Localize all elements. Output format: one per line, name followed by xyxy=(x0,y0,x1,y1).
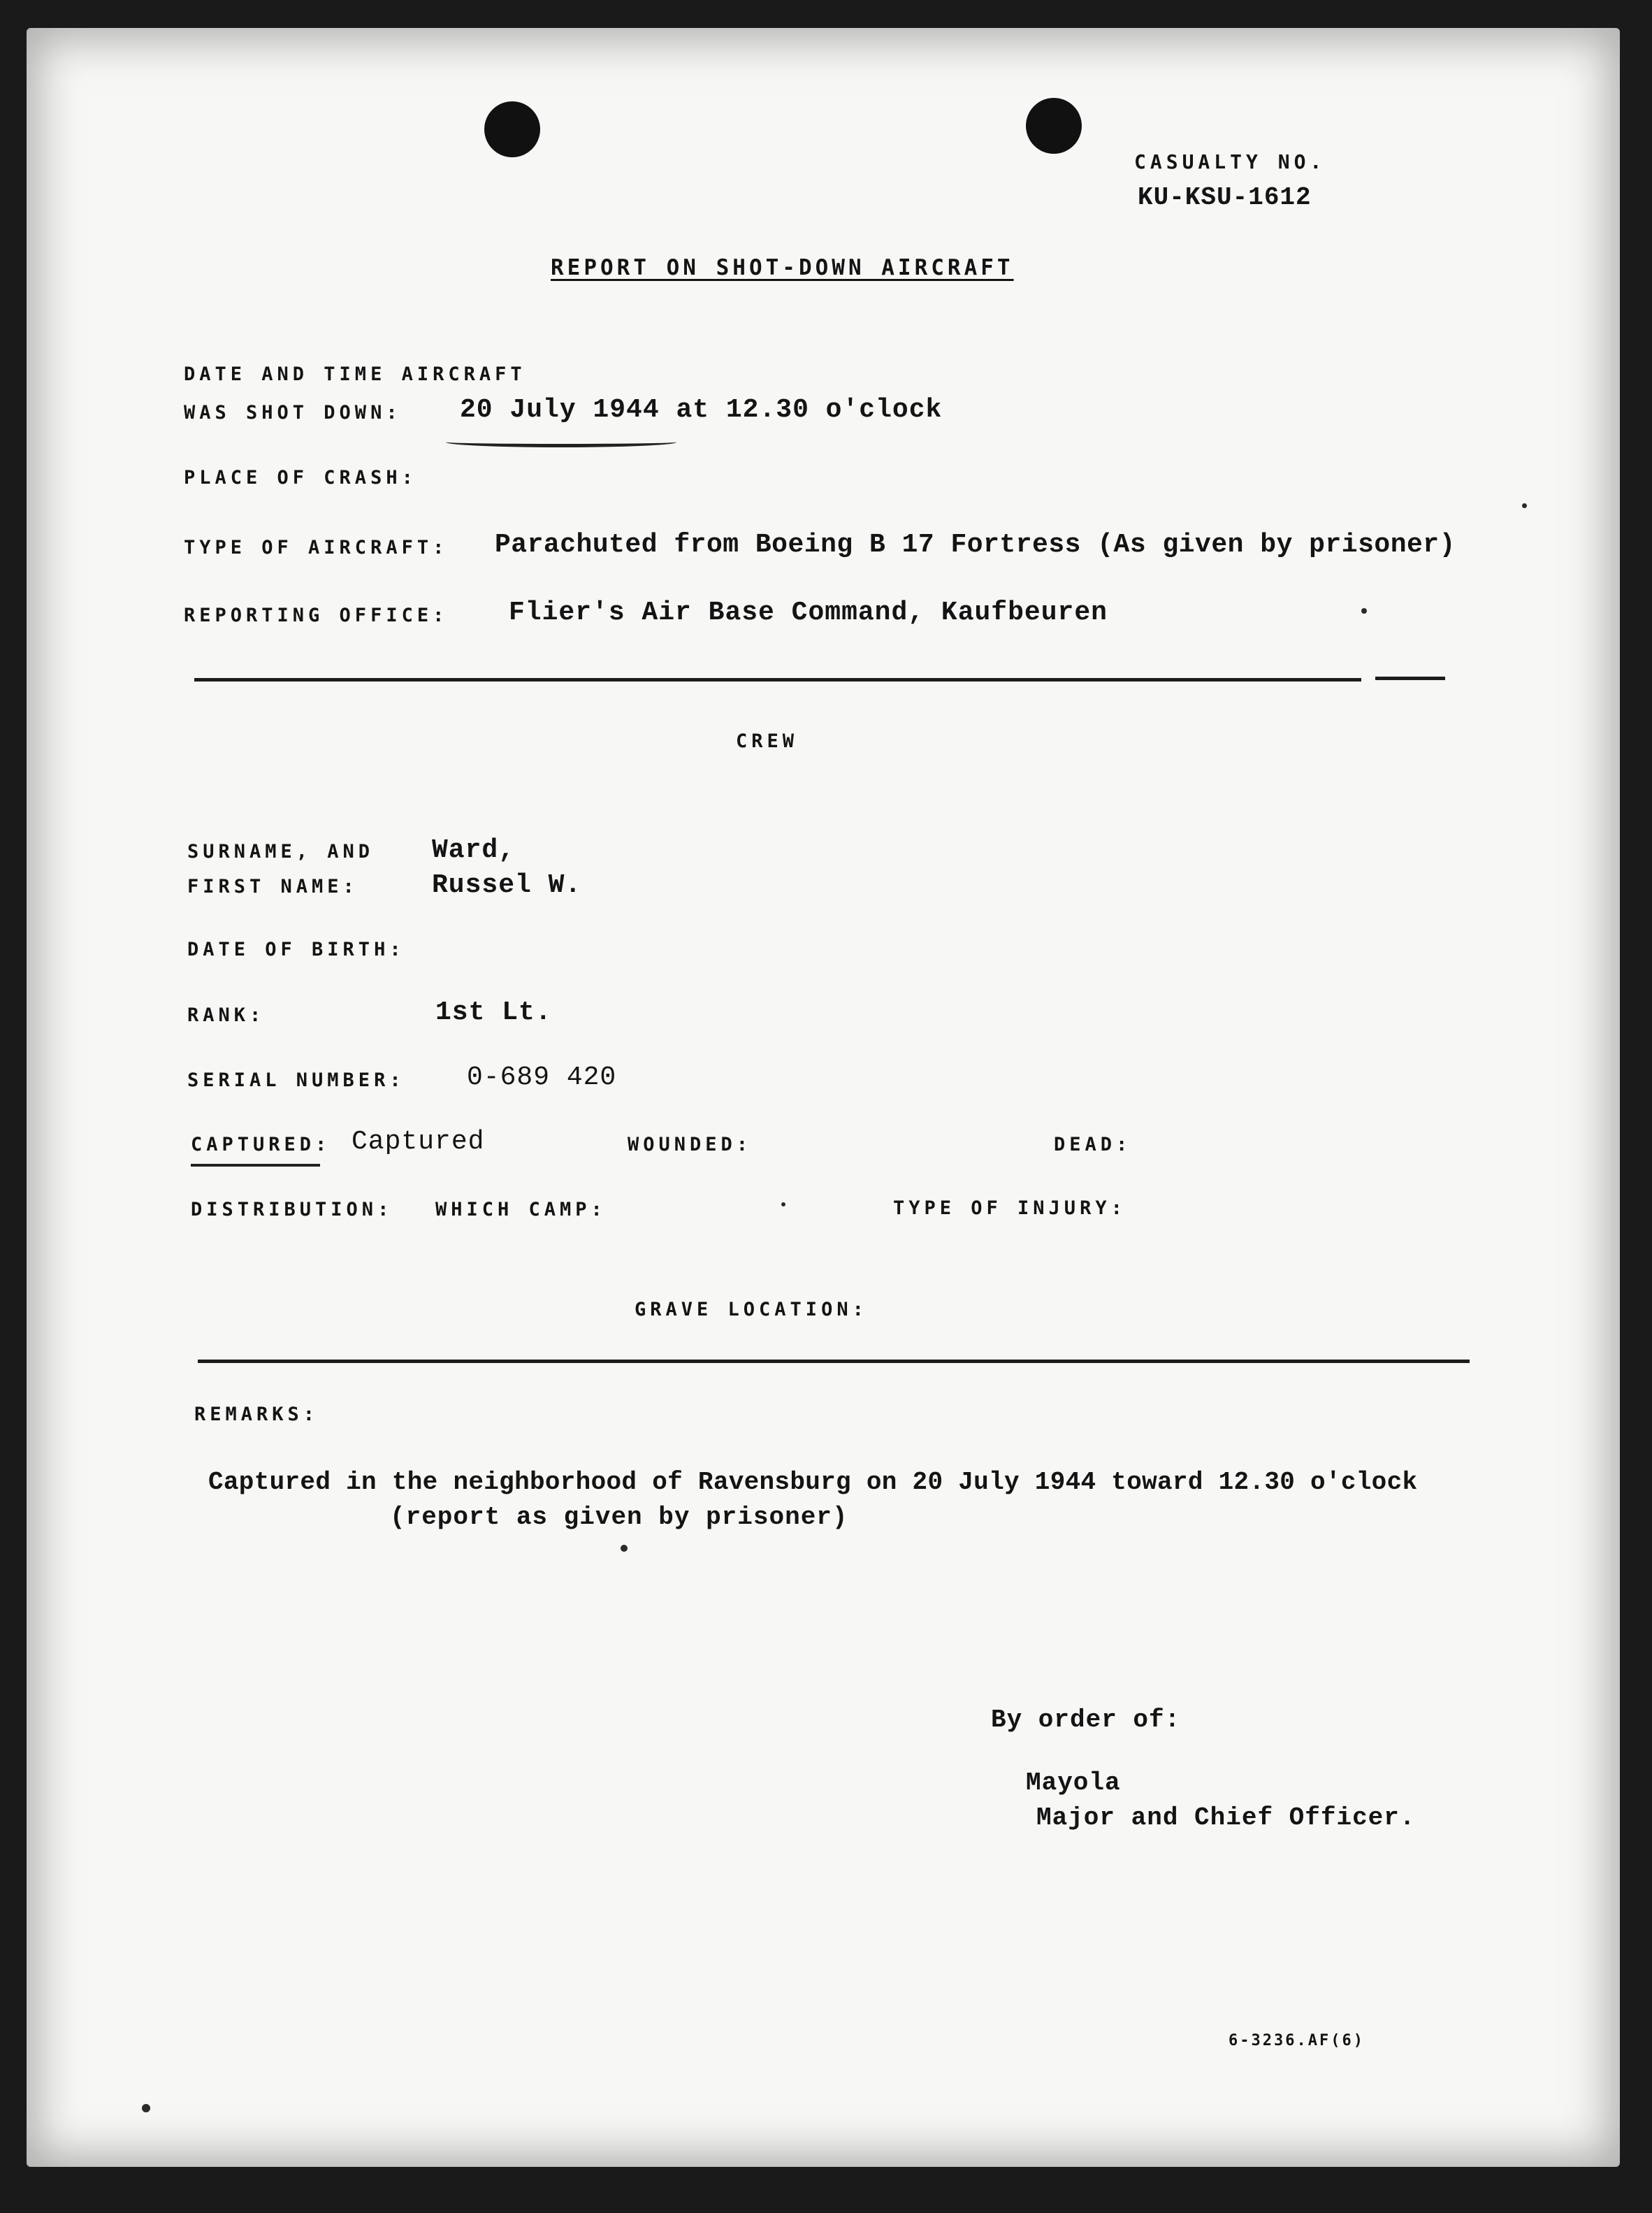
name-label-line2: FIRST NAME: xyxy=(187,876,358,898)
serial-number-value: 0-689 420 xyxy=(467,1062,617,1093)
divider-bottom xyxy=(198,1360,1470,1363)
captured-value: Captured xyxy=(352,1127,485,1157)
grave-location-label: GRAVE LOCATION: xyxy=(635,1299,868,1320)
punch-hole-right xyxy=(1026,98,1082,154)
place-of-crash-label: PLACE OF CRASH: xyxy=(184,467,417,489)
crew-heading: CREW xyxy=(736,730,799,752)
scan-speck xyxy=(781,1202,785,1206)
wounded-label: WOUNDED: xyxy=(628,1134,753,1155)
reporting-office-value: Flier's Air Base Command, Kaufbeuren xyxy=(509,598,1108,628)
name-label-line1: SURNAME, AND xyxy=(187,841,375,863)
divider-top xyxy=(194,678,1361,682)
date-time-value: 20 July 1944 at 12.30 o'clock xyxy=(460,395,943,425)
divider-top-end xyxy=(1375,677,1445,680)
first-name-value: Russel W. xyxy=(432,870,582,900)
casualty-label: CASUALTY NO. xyxy=(1134,150,1326,173)
captured-underline xyxy=(191,1164,320,1167)
scan-speck xyxy=(621,1545,628,1552)
date-time-label-line2: WAS SHOT DOWN: xyxy=(184,402,402,424)
serial-number-label: SERIAL NUMBER: xyxy=(187,1069,405,1091)
which-camp-label: WHICH CAMP: xyxy=(435,1199,607,1220)
type-of-aircraft-value: Parachuted from Boeing B 17 Fortress (As given by prisoner) xyxy=(495,530,1456,560)
date-time-label-line1: DATE AND TIME AIRCRAFT xyxy=(184,363,526,385)
report-title: REPORT ON SHOT-DOWN AIRCRAFT xyxy=(551,255,1014,280)
casualty-number: KU-KSU-1612 xyxy=(1138,183,1312,212)
type-of-aircraft-label: TYPE OF AIRCRAFT: xyxy=(184,537,449,558)
distribution-label: DISTRIBUTION: xyxy=(191,1199,393,1220)
handwritten-underline xyxy=(446,437,676,447)
surname-value: Ward, xyxy=(432,835,516,865)
remarks-label: REMARKS: xyxy=(194,1404,319,1425)
type-of-injury-label: TYPE OF INJURY: xyxy=(893,1197,1126,1219)
scan-speck xyxy=(1522,503,1527,508)
scan-speck xyxy=(142,2104,150,2112)
form-number: 6-3236.AF(6) xyxy=(1229,2032,1365,2049)
captured-label: CAPTURED: xyxy=(191,1134,331,1155)
signature-name: Mayola xyxy=(1026,1768,1121,1797)
signature-title: Major and Chief Officer. xyxy=(1036,1803,1416,1832)
date-of-birth-label: DATE OF BIRTH: xyxy=(187,939,405,960)
remarks-line2: (report as given by prisoner) xyxy=(390,1503,848,1531)
rank-label: RANK: xyxy=(187,1004,266,1026)
reporting-office-label: REPORTING OFFICE: xyxy=(184,605,449,626)
rank-value: 1st Lt. xyxy=(435,997,552,1028)
remarks-line1: Captured in the neighborhood of Ravensburg on 20 July 1944 toward 12.30 o'clock xyxy=(208,1468,1418,1497)
scan-speck xyxy=(1361,608,1367,614)
dead-label: DEAD: xyxy=(1054,1134,1132,1155)
punch-hole-left xyxy=(484,101,540,157)
document-page xyxy=(27,28,1620,2167)
by-order-text: By order of: xyxy=(991,1706,1181,1734)
